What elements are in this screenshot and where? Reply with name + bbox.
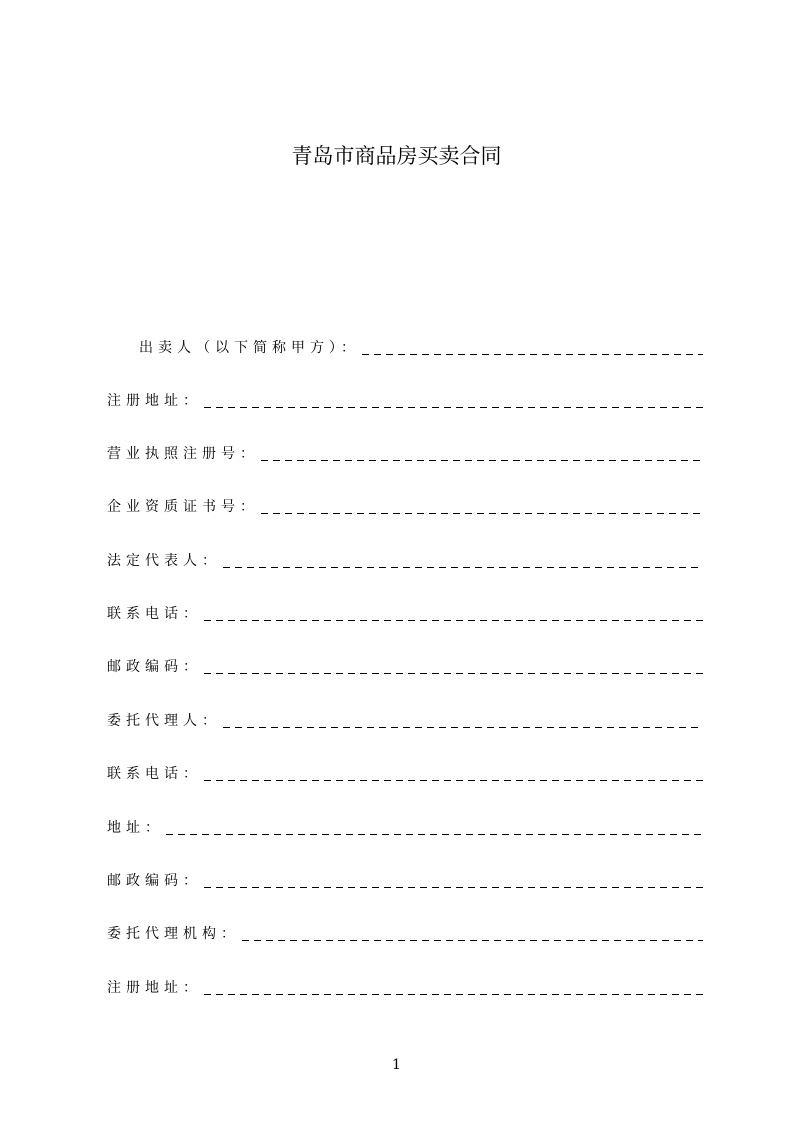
field-label-agent: 委托代理人： xyxy=(107,713,221,729)
field-blank-phone[interactable] xyxy=(204,609,703,621)
field-qualification-cert xyxy=(107,495,703,517)
field-blank-registered-address[interactable] xyxy=(204,396,703,408)
field-label-qualification-cert: 企业资质证书号： xyxy=(107,499,259,515)
field-blank-agency-address[interactable] xyxy=(204,983,703,995)
field-label-postal-code: 邮政编码： xyxy=(107,659,202,675)
field-agent xyxy=(107,709,703,731)
field-label-address: 地址： xyxy=(107,820,164,836)
field-blank-legal-representative[interactable] xyxy=(223,556,703,568)
field-business-license xyxy=(107,442,703,464)
field-blank-agent[interactable] xyxy=(223,716,703,728)
field-postal-code xyxy=(107,655,703,677)
field-label-seller: 出卖人（以下简称甲方）： xyxy=(139,340,360,356)
field-label-agent-phone: 联系电话： xyxy=(107,766,202,782)
field-legal-representative xyxy=(107,549,703,571)
field-label-legal-representative: 法定代表人： xyxy=(107,553,221,569)
field-label-agency-address: 注册地址： xyxy=(107,980,202,996)
field-blank-address[interactable] xyxy=(166,823,703,835)
field-label-registered-address: 注册地址： xyxy=(107,393,202,409)
field-label-agent-postal-code: 邮政编码： xyxy=(107,873,202,889)
field-agency xyxy=(107,922,703,944)
field-agent-postal-code xyxy=(107,869,703,891)
field-blank-agent-postal-code[interactable] xyxy=(204,876,703,888)
field-blank-agent-phone[interactable] xyxy=(204,769,703,781)
field-registered-address xyxy=(107,389,703,411)
field-blank-postal-code[interactable] xyxy=(204,662,703,674)
field-blank-qualification-cert[interactable] xyxy=(261,502,703,514)
field-seller xyxy=(139,336,703,358)
field-label-phone: 联系电话： xyxy=(107,606,202,622)
field-label-business-license: 营业执照注册号： xyxy=(107,446,259,462)
field-agent-phone xyxy=(107,762,703,784)
field-agency-address xyxy=(107,976,703,998)
field-address xyxy=(107,816,703,838)
field-blank-business-license[interactable] xyxy=(261,449,703,461)
field-phone xyxy=(107,602,703,624)
field-blank-agency[interactable] xyxy=(242,929,703,941)
field-blank-seller[interactable] xyxy=(362,343,703,355)
field-label-agency: 委托代理机构： xyxy=(107,926,240,942)
document-title: 青岛市商品房买卖合同 xyxy=(291,144,502,168)
page-number: 1 xyxy=(392,1057,401,1073)
